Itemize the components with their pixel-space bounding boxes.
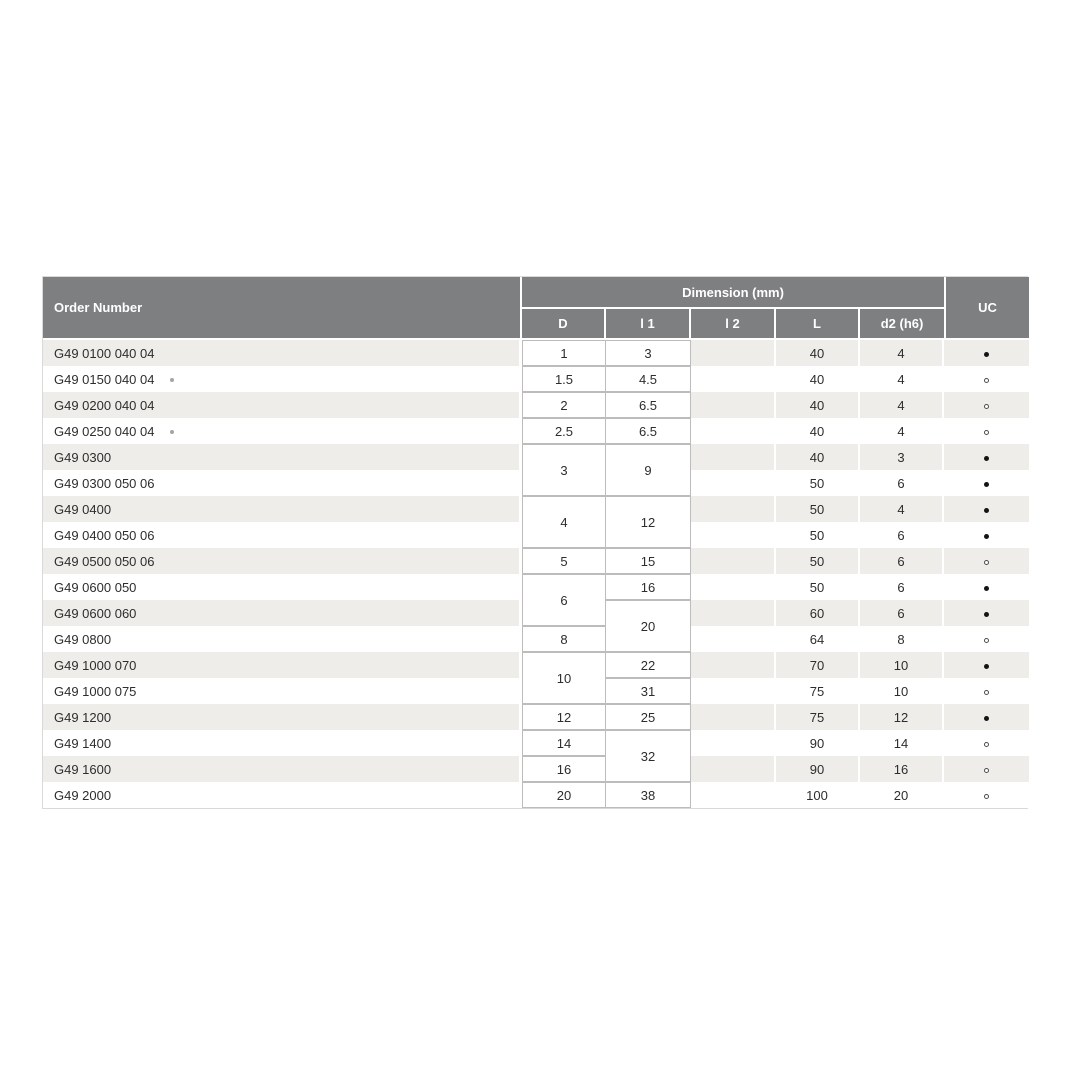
dimension-l1-cell: 31 — [606, 678, 691, 704]
uc-filled-icon — [984, 534, 989, 539]
order-number-cell: G49 0300 — [43, 444, 522, 470]
dimension-d-cell: 10 — [522, 652, 606, 704]
dimension-l1-cell: 9 — [606, 444, 691, 496]
uc-filled-icon — [984, 612, 989, 617]
table-row — [43, 418, 1029, 444]
dimension-l-cell: 50 — [776, 522, 860, 548]
dimension-l2-cell — [691, 470, 776, 496]
dimension-d-cell: 8 — [522, 626, 606, 652]
order-number-cell: G49 1200 — [43, 704, 522, 730]
dimension-l-cell: 90 — [776, 756, 860, 782]
dimension-d2-cell: 16 — [860, 756, 944, 782]
order-number-cell: G49 1400 — [43, 730, 522, 756]
dimension-d2-cell: 6 — [860, 600, 944, 626]
dimension-l2-cell — [691, 730, 776, 756]
dimension-l1-cell: 6.5 — [606, 392, 691, 418]
order-number-cell: G49 0200 040 04 — [43, 392, 522, 418]
dimension-d-cell: 4 — [522, 496, 606, 548]
dimension-d-cell: 2.5 — [522, 418, 606, 444]
dimension-l-cell: 64 — [776, 626, 860, 652]
dimension-l1-cell: 3 — [606, 340, 691, 366]
dimension-d2-cell: 4 — [860, 366, 944, 392]
table-row — [43, 704, 1029, 730]
dimension-l-cell: 100 — [776, 782, 860, 808]
uc-filled-icon — [984, 664, 989, 669]
dimension-l1-cell: 20 — [606, 600, 691, 652]
dimension-d2-cell: 10 — [860, 678, 944, 704]
uc-cell — [944, 678, 1029, 704]
table-body — [43, 340, 1029, 808]
dimension-l2-cell — [691, 548, 776, 574]
order-number-cell: G49 0300 050 06 — [43, 470, 522, 496]
dimension-l-cell: 40 — [776, 418, 860, 444]
table-row — [43, 392, 1029, 418]
uc-cell — [944, 522, 1029, 548]
dimension-l-cell: 50 — [776, 470, 860, 496]
dimension-d2-cell: 4 — [860, 392, 944, 418]
dimension-d2-cell: 6 — [860, 522, 944, 548]
dimension-l2-cell — [691, 392, 776, 418]
uc-open-icon — [984, 404, 989, 409]
table-header — [43, 277, 1029, 340]
dimension-d-cell: 16 — [522, 756, 606, 782]
dimension-d2-cell: 10 — [860, 652, 944, 678]
dimension-d2-cell: 20 — [860, 782, 944, 808]
uc-cell — [944, 756, 1029, 782]
dimension-l-cell: 60 — [776, 600, 860, 626]
table-row — [43, 730, 1029, 756]
uc-open-icon — [984, 690, 989, 695]
product-spec-table — [42, 276, 1028, 809]
dimension-l-cell: 75 — [776, 704, 860, 730]
dimension-d-cell: 1.5 — [522, 366, 606, 392]
dimension-d-cell: 5 — [522, 548, 606, 574]
dimension-l-cell: 40 — [776, 340, 860, 366]
dimension-l2-cell — [691, 626, 776, 652]
uc-filled-icon — [984, 456, 989, 461]
order-number-cell: G49 0600 060 — [43, 600, 522, 626]
dimension-l-cell: 40 — [776, 366, 860, 392]
footnote-dot-icon — [170, 430, 174, 434]
column-header-l2: l 2 — [691, 309, 776, 340]
dimension-d2-cell: 8 — [860, 626, 944, 652]
dimension-d2-cell: 6 — [860, 548, 944, 574]
dimension-d-cell: 3 — [522, 444, 606, 496]
table-row — [43, 340, 1029, 366]
uc-cell — [944, 652, 1029, 678]
column-header-l1: l 1 — [606, 309, 691, 340]
dimension-l2-cell — [691, 756, 776, 782]
dimension-d2-cell: 4 — [860, 496, 944, 522]
dimension-l2-cell — [691, 704, 776, 730]
dimension-l-cell: 75 — [776, 678, 860, 704]
dimension-l1-cell: 16 — [606, 574, 691, 600]
uc-cell — [944, 444, 1029, 470]
uc-filled-icon — [984, 352, 989, 357]
table-row — [43, 782, 1029, 808]
uc-filled-icon — [984, 508, 989, 513]
table-row — [43, 444, 1029, 470]
column-header-uc: UC — [944, 277, 1029, 340]
dimension-d2-cell: 14 — [860, 730, 944, 756]
table-row — [43, 548, 1029, 574]
dimension-l2-cell — [691, 652, 776, 678]
order-number-cell: G49 0100 040 04 — [43, 340, 522, 366]
dimension-l2-cell — [691, 574, 776, 600]
column-header-l: L — [776, 309, 860, 340]
table-row — [43, 652, 1029, 678]
column-header-order-number: Order Number — [43, 277, 522, 340]
dimension-d-cell: 14 — [522, 730, 606, 756]
dimension-l-cell: 40 — [776, 444, 860, 470]
dimension-l2-cell — [691, 678, 776, 704]
dimension-l2-cell — [691, 366, 776, 392]
uc-open-icon — [984, 560, 989, 565]
footnote-dot-icon — [170, 378, 174, 382]
dimension-l-cell: 40 — [776, 392, 860, 418]
dimension-d2-cell: 4 — [860, 340, 944, 366]
dimension-l1-cell: 15 — [606, 548, 691, 574]
dimension-l1-cell: 25 — [606, 704, 691, 730]
uc-cell — [944, 366, 1029, 392]
table-row — [43, 626, 1029, 652]
uc-open-icon — [984, 378, 989, 383]
dimension-d2-cell: 3 — [860, 444, 944, 470]
dimension-l-cell: 50 — [776, 548, 860, 574]
header-row-top — [43, 277, 1029, 309]
uc-open-icon — [984, 742, 989, 747]
dimension-l-cell: 50 — [776, 496, 860, 522]
order-number-cell: G49 1600 — [43, 756, 522, 782]
uc-cell — [944, 392, 1029, 418]
uc-cell — [944, 704, 1029, 730]
dimension-l2-cell — [691, 522, 776, 548]
column-group-header-dimension: Dimension (mm) — [522, 277, 944, 309]
uc-open-icon — [984, 794, 989, 799]
uc-cell — [944, 626, 1029, 652]
uc-cell — [944, 548, 1029, 574]
uc-filled-icon — [984, 716, 989, 721]
dimension-l-cell: 90 — [776, 730, 860, 756]
uc-filled-icon — [984, 482, 989, 487]
spec-table — [43, 277, 1029, 808]
uc-cell — [944, 496, 1029, 522]
uc-cell — [944, 730, 1029, 756]
uc-filled-icon — [984, 586, 989, 591]
order-number-cell: G49 0250 040 04 — [43, 418, 522, 444]
dimension-d-cell: 1 — [522, 340, 606, 366]
dimension-l2-cell — [691, 600, 776, 626]
column-header-d2-h6: d2 (h6) — [860, 309, 944, 340]
column-header-d: D — [522, 309, 606, 340]
uc-cell — [944, 600, 1029, 626]
dimension-l1-cell: 6.5 — [606, 418, 691, 444]
dimension-l1-cell: 4.5 — [606, 366, 691, 392]
dimension-l2-cell — [691, 340, 776, 366]
table-row — [43, 496, 1029, 522]
dimension-l2-cell — [691, 782, 776, 808]
dimension-d-cell: 6 — [522, 574, 606, 626]
order-number-cell: G49 0800 — [43, 626, 522, 652]
dimension-l1-cell: 12 — [606, 496, 691, 548]
table-row — [43, 756, 1029, 782]
uc-open-icon — [984, 430, 989, 435]
order-number-cell: G49 0400 050 06 — [43, 522, 522, 548]
uc-cell — [944, 340, 1029, 366]
dimension-l1-cell: 22 — [606, 652, 691, 678]
uc-cell — [944, 418, 1029, 444]
order-number-cell: G49 0500 050 06 — [43, 548, 522, 574]
dimension-d2-cell: 12 — [860, 704, 944, 730]
order-number-cell: G49 0600 050 — [43, 574, 522, 600]
table-row — [43, 574, 1029, 600]
dimension-d2-cell: 6 — [860, 574, 944, 600]
uc-cell — [944, 470, 1029, 496]
uc-cell — [944, 782, 1029, 808]
dimension-l-cell: 50 — [776, 574, 860, 600]
dimension-l2-cell — [691, 496, 776, 522]
dimension-l2-cell — [691, 444, 776, 470]
dimension-l1-cell: 38 — [606, 782, 691, 808]
order-number-cell: G49 0400 — [43, 496, 522, 522]
uc-cell — [944, 574, 1029, 600]
dimension-l2-cell — [691, 418, 776, 444]
dimension-d-cell: 12 — [522, 704, 606, 730]
dimension-l-cell: 70 — [776, 652, 860, 678]
uc-open-icon — [984, 638, 989, 643]
dimension-d2-cell: 6 — [860, 470, 944, 496]
dimension-d2-cell: 4 — [860, 418, 944, 444]
uc-open-icon — [984, 768, 989, 773]
dimension-d-cell: 20 — [522, 782, 606, 808]
dimension-d-cell: 2 — [522, 392, 606, 418]
order-number-cell: G49 1000 070 — [43, 652, 522, 678]
order-number-cell: G49 1000 075 — [43, 678, 522, 704]
order-number-cell: G49 2000 — [43, 782, 522, 808]
dimension-l1-cell: 32 — [606, 730, 691, 782]
order-number-cell: G49 0150 040 04 — [43, 366, 522, 392]
table-row — [43, 366, 1029, 392]
